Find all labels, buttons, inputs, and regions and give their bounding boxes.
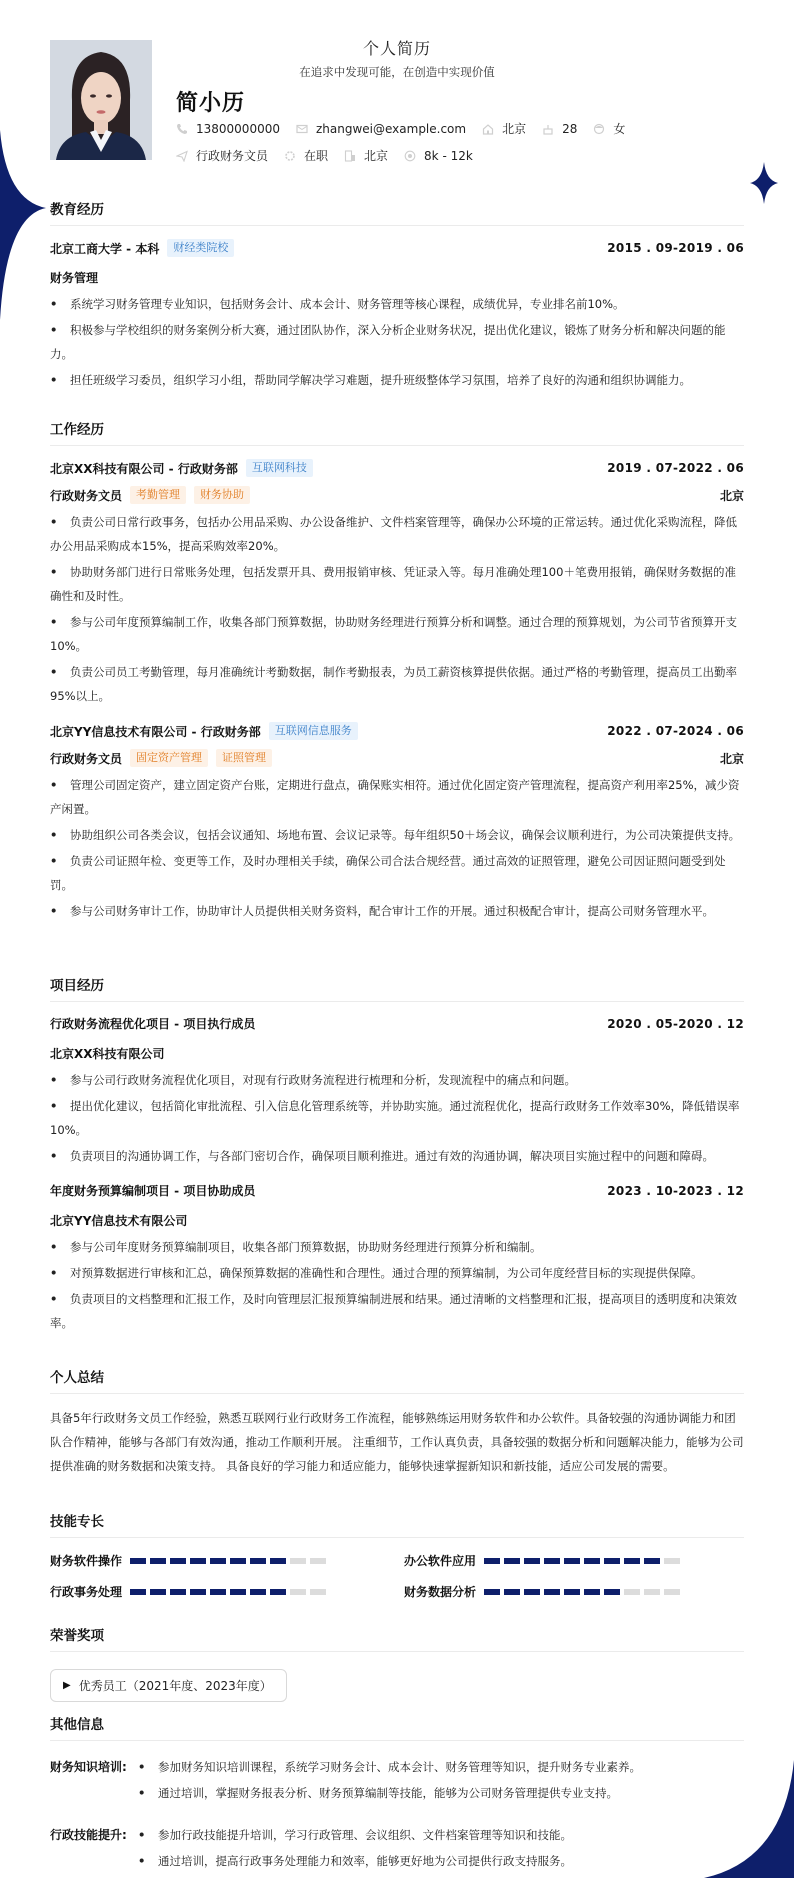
other-info-group: [50, 1755, 744, 1807]
award-item[interactable]: [50, 1669, 287, 1702]
project-header-row: [50, 1182, 744, 1199]
city-value: 北京: [502, 122, 527, 136]
document-title: 个人简历: [362, 39, 431, 58]
salary-icon: [404, 150, 416, 162]
list-item: • 通过培训，掌握财务报表分析、财务预算编制等技能，能够为公司财务管理提供专业支持。: [138, 1786, 618, 1800]
summary-section: [50, 1366, 744, 1478]
target-city-item: [344, 147, 388, 164]
project-date: 2020 . 05-2020 . 12: [607, 1016, 744, 1031]
list-item: • 负责公司日常行政事务，包括办公用品采购、办公设备维护、文件档案管理等，确保办公环境的正常运转。通过优化采购流程，降低办公用品采购成本15%，提高采购效率20%。: [50, 515, 737, 553]
section-title-education: 教育经历: [50, 198, 744, 226]
major: 财务管理: [50, 271, 99, 285]
candidate-name: 简小历: [176, 91, 246, 116]
company-name: 北京XX科技有限公司 - 行政财务部: [50, 461, 238, 476]
other-info-label: 行政技能提升:: [50, 1828, 127, 1842]
project-name: 年度财务预算编制项目 - 项目协助成员: [50, 1184, 256, 1198]
job-entry: [50, 722, 744, 923]
other-info-label: 财务知识培训:: [50, 1760, 127, 1774]
school-name: 北京工商大学 - 本科: [50, 241, 160, 256]
work-section: [50, 418, 744, 923]
list-item: • 参与公司财务审计工作，协助审计人员提供相关财务资料，配合审计工作的开展。通过积极配合审计，提高公司财务管理水平。: [50, 904, 714, 918]
resume-header: [50, 0, 744, 200]
skill-level-bar: [484, 1589, 684, 1595]
job-bullets: [50, 773, 744, 923]
other-info-bullets: [138, 1755, 641, 1807]
list-item: • 参加行政技能提升培训，学习行政管理、会议组织、文件档案管理等知识和技能。: [138, 1828, 572, 1842]
awards-section: [50, 1624, 744, 1702]
send-icon: [176, 150, 188, 162]
section-title-projects: 项目经历: [50, 974, 744, 1002]
skill-name: 财务软件操作: [50, 1554, 123, 1568]
status-value: 在职: [304, 149, 329, 163]
building-icon: [344, 150, 356, 162]
gender-item: [593, 120, 625, 137]
project-company: 北京YY信息技术有限公司: [50, 1214, 188, 1228]
skill-name: 财务数据分析: [404, 1585, 477, 1599]
project-header-row: [50, 1015, 744, 1032]
skill-tag: 财务协助: [194, 486, 250, 504]
job-entry: [50, 459, 744, 708]
list-item: • 参加财务知识培训课程，系统学习财务会计、成本会计、财务管理等知识，提升财务专业素养。: [138, 1760, 641, 1774]
company-name: 北京YY信息技术有限公司 - 行政财务部: [50, 724, 261, 739]
skill-name: 办公软件应用: [404, 1554, 477, 1568]
skill-item: [50, 1583, 404, 1600]
city-item: [482, 120, 526, 137]
skill-item: [50, 1552, 404, 1569]
expand-triangle-icon: ▶: [63, 1680, 71, 1691]
phone-icon: [176, 123, 188, 135]
home-icon: [482, 123, 494, 135]
job-intent-row: [176, 147, 489, 164]
skills-grid: [50, 1552, 744, 1600]
list-item: • 通过培训，提高行政事务处理能力和效率，能够更好地为公司提供行政支持服务。: [138, 1854, 572, 1868]
list-item: • 积极参与学校组织的财务案例分析大赛，通过团队协作，深入分析企业财务状况，提出优化建议，锻炼了财务分析和解决问题的能力。: [50, 323, 726, 361]
section-title-other: 其他信息: [50, 1713, 744, 1741]
age-value: 28: [562, 121, 578, 136]
summary-text: 具备5年行政财务文员工作经验，熟悉互联网行业行政财务工作流程，能够熟练运用财务软件和办公软件。具备较强的沟通协调能力和团队合作精神，能够与各部门有效沟通，推动工作顺利开展。 注重细节，工作认真负责，具备较强的数据分析和问题解决能力，能够为公司提供准确的财务数据和决策支持。 具备良好的学习能力和适应能力，能够快速掌握新知识和新技能，适应公司发展的需要。: [50, 1411, 744, 1473]
age-item: [542, 122, 577, 136]
target-city-value: 北京: [364, 149, 389, 163]
list-item: • 参与公司年度预算编制工作，收集各部门预算数据，协助财务经理进行预算分析和调整。通过合理的预算规划，为公司节省预算开支10%。: [50, 615, 737, 653]
gender-icon: [593, 123, 605, 135]
education-header-row: [50, 239, 744, 257]
job-date: 2019 . 07-2022 . 06: [607, 461, 744, 475]
list-item: • 管理公司固定资产，建立固定资产台账，定期进行盘点，确保账实相符。通过优化固定资产管理流程，提高资产利用率25%，减少资产闲置。: [50, 778, 740, 816]
list-item: • 负责公司员工考勤管理，每月准确统计考勤数据，制作考勤报表，为员工薪资核算提供依据。通过严格的考勤管理，提高员工出勤率95%以上。: [50, 665, 737, 703]
skill-tag: 考勤管理: [130, 486, 186, 504]
job-role: 行政财务文员: [50, 488, 123, 503]
other-info-bullets: [138, 1823, 572, 1875]
education-bullets: [50, 292, 744, 392]
list-item: • 负责项目的文档整理和汇报工作，及时向管理层汇报预算编制进展和结果。通过清晰的文档整理和汇报，提高项目的透明度和决策效率。: [50, 1292, 737, 1330]
position-item: [176, 147, 268, 164]
phone-value: 13800000000: [196, 121, 280, 136]
salary-item: [404, 149, 473, 163]
list-item: • 系统学习财务管理专业知识，包括财务会计、成本会计、财务管理等核心课程，成绩优异，专业排名前10%。: [50, 297, 625, 311]
status-icon: [284, 150, 296, 162]
list-item: • 提出优化建议，包括简化审批流程、引入信息化管理系统等，并协助实施。通过流程优化，提高行政财务工作效率30%，降低错误率10%。: [50, 1099, 740, 1137]
section-title-summary: 个人总结: [50, 1366, 744, 1394]
section-title-work: 工作经历: [50, 418, 744, 446]
salary-value: 8k - 12k: [424, 148, 473, 163]
project-company: 北京XX科技有限公司: [50, 1047, 165, 1061]
resume-page: [50, 0, 744, 1868]
industry-tag: 互联网信息服务: [269, 722, 358, 740]
projects-section: [50, 974, 744, 1335]
job-location: 北京: [719, 488, 744, 503]
education-section: [50, 198, 744, 392]
job-role-row: [50, 486, 744, 504]
list-item: • 负责公司证照年检、变更等工作，及时办理相关手续，确保公司合法合规经营。通过高效的证照管理，避免公司因证照问题受到处罚。: [50, 854, 726, 892]
job-header-row: [50, 722, 744, 740]
job-location: 北京: [719, 751, 744, 766]
section-title-skills: 技能专长: [50, 1510, 744, 1538]
job-role: 行政财务文员: [50, 751, 123, 766]
skill-tag: 证照管理: [216, 749, 272, 767]
project-bullets: [50, 1068, 744, 1168]
education-date: 2015 . 09-2019 . 06: [607, 241, 744, 255]
skill-tag: 固定资产管理: [130, 749, 208, 767]
job-bullets: [50, 510, 744, 708]
industry-tag: 互联网科技: [246, 459, 313, 477]
project-entry: [50, 1015, 744, 1168]
email-value: zhangwei@example.com: [315, 121, 467, 136]
list-item: • 参与公司年度财务预算编制项目，收集各部门预算数据，协助财务经理进行预算分析和编制。: [50, 1240, 542, 1254]
position-value: 行政财务文员: [196, 149, 269, 163]
list-item: • 负责项目的沟通协调工作，与各部门密切合作，确保项目顺利推进。通过有效的沟通协调，解决项目实施过程中的问题和障碍。: [50, 1149, 714, 1163]
award-text: 优秀员工（2021年度、2023年度）: [78, 1679, 272, 1693]
project-name: 行政财务流程优化项目 - 项目执行成员: [50, 1017, 256, 1031]
school-tag: 财经类院校: [167, 239, 234, 257]
skill-level-bar: [484, 1558, 684, 1564]
sparkle-star-icon: [750, 162, 778, 204]
project-bullets: [50, 1235, 744, 1335]
skills-section: [50, 1510, 744, 1600]
other-info-section: [50, 1713, 744, 1875]
skill-item: [404, 1552, 744, 1569]
list-item: • 协助财务部门进行日常账务处理，包括发票开具、费用报销审核、凭证录入等。每月准确处理100＋笔费用报销，确保财务数据的准确性和及时性。: [50, 565, 736, 603]
gender-value: 女: [613, 122, 626, 136]
contact-info-row: [176, 120, 641, 137]
job-date: 2022 . 07-2024 . 06: [607, 724, 744, 738]
list-item: • 对预算数据进行审核和汇总，确保预算数据的准确性和合理性。通过合理的预算编制，为公司年度经营目标的实现提供保障。: [50, 1266, 703, 1280]
job-role-row: [50, 749, 744, 767]
list-item: • 担任班级学习委员，组织学习小组，帮助同学解决学习难题，提升班级整体学习氛围，培养了良好的沟通和组织协调能力。: [50, 373, 691, 387]
skill-item: [404, 1583, 744, 1600]
email-item: [296, 122, 466, 136]
skill-level-bar: [130, 1589, 330, 1595]
document-subtitle: 在追求中发现可能，在创造中实现价值: [299, 65, 495, 79]
phone-item: [176, 122, 280, 136]
project-date: 2023 . 10-2023 . 12: [607, 1183, 744, 1198]
email-icon: [296, 123, 308, 135]
job-header-row: [50, 459, 744, 477]
skill-level-bar: [130, 1558, 330, 1564]
section-title-awards: 荣誉奖项: [50, 1624, 744, 1652]
project-entry: [50, 1182, 744, 1335]
skill-name: 行政事务处理: [50, 1585, 123, 1599]
other-info-group: [50, 1823, 744, 1875]
list-item: • 协助组织公司各类会议，包括会议通知、场地布置、会议记录等。每年组织50＋场会议，确保会议顺利进行，为公司决策提供支持。: [50, 828, 741, 842]
status-item: [284, 147, 328, 164]
list-item: • 参与公司行政财务流程优化项目，对现有行政财务流程进行梳理和分析，发现流程中的痛点和问题。: [50, 1073, 576, 1087]
cake-icon: [542, 123, 554, 135]
